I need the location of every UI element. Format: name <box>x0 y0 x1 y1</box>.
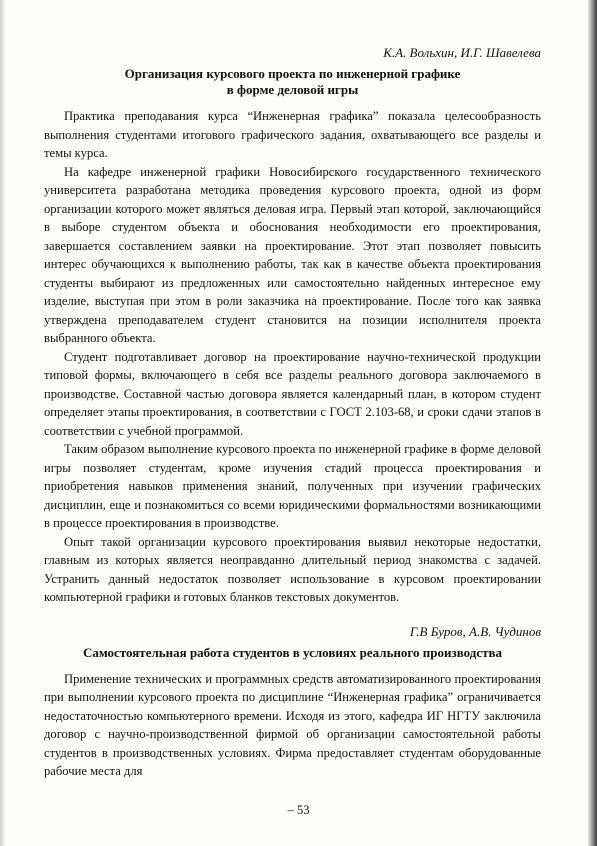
article-1-paragraph-3: Студент подготавливает договор на проектирование научно-технической продукции типовой формы, включающего в себя все разделы реального договора заключаемого в производстве. Составной частью договора является календарный план, в котором студент определяет этапы проектирования, в соответствии с ГОСТ 2.103-68, и сроки сдачи этапов в соответствии с учебной программой. <box>44 349 541 438</box>
article-separator <box>44 607 541 623</box>
article-2 <box>44 623 541 781</box>
article-1-paragraph-4: Таким образом выполнение курсового проекта по инженерной графике в форме деловой игры позволяет студентам, кроме изучения стадий процесса проектирования и приобретения навыков применения знаний, полученных при изучении графических дисциплин, еще и познакомиться со всеми юридическими формальностями возникающими в процессе проектирования в производстве. <box>44 442 541 530</box>
scan-shadow-right <box>587 0 597 846</box>
article-1-title <box>44 66 541 98</box>
article-1-authors: К.А. Вольхин, И.Г. Шавелева <box>383 45 541 60</box>
article-1-paragraph-1: Практика преподавания курса “Инженерная графика” показала целесообразность выполнения студентами итогового графического задания, охватывающего все разделы и темы курса. <box>44 109 541 160</box>
scan-shadow-left <box>0 0 6 846</box>
page-number: – 53 <box>287 803 310 817</box>
article-1-paragraph-2: На кафедре инженерной графики Новосибирского государственного технического университета разработана методика проведения курсового проекта, одной из форм организации которого может являться деловая игра. Первый этап которой, заключающийся в выборе студентом объекта и обоснования необходимости его проектирования, завершается составлением заявки на проектирование. Этот этап позволяет повысить интерес обучающихся к выполнению работы, так как в качестве объекта проектирования студенты выбирают из предложенных или самостоятельно найденных интересное ему изделие, выступая при этом в роли заказчика на проектирование. После того как заявка утверждена преподавателем студент становится на позиции исполнителя проекта выбранного объекта. <box>44 164 541 345</box>
article-1 <box>44 44 541 607</box>
article-1-title-line-1: Организация курсового проекта по инженерной графике <box>124 66 461 81</box>
article-2-authors: Г.В Буров, А.В. Чудинов <box>409 623 541 639</box>
article-2-paragraph-1: Применение технических и программных средств автоматизированного проектирования при выполнении курсового проекта по дисциплине “Инженерная графика” ограничивается недостаточностью компьютерного времени. Исходя из этого, кафедра ИГ НГТУ заключила договор с научно-производственной фирмой об организации самостоятельной работы студентов в производственных условиях. Фирма предоставляет студентам оборудованные рабочие места для <box>44 671 541 778</box>
article-1-title-line-2: в форме деловой игры <box>226 82 359 97</box>
article-2-title: Самостоятельная работа студентов в условиях реального производства <box>82 644 503 660</box>
article-1-paragraph-5: Опыт такой организации курсового проектирования выявил некоторые недостатки, главным из которых является неоправданно длительный период знакомства с задачей. Устранить данный недостаток позволяет использование в курсовом проектировании компьютерной графики и готовых бланков текстовых документов. <box>44 534 541 604</box>
